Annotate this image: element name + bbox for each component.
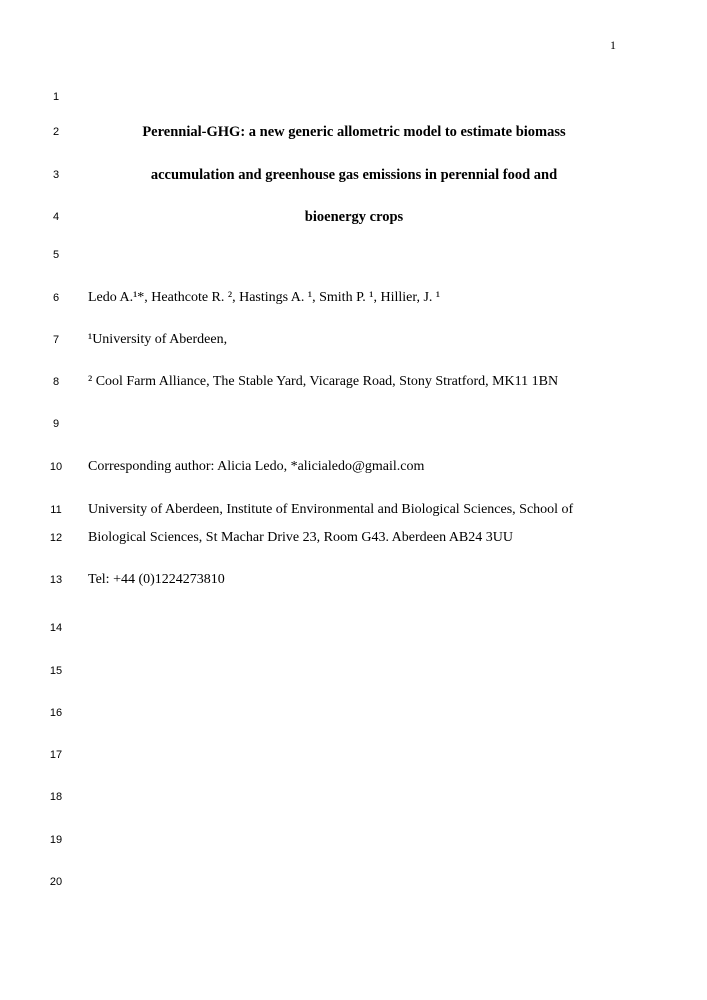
line-row — [0, 831, 707, 855]
line-row — [0, 166, 707, 190]
page-number: 1 — [610, 38, 616, 52]
manuscript-title-line-2: accumulation and greenhouse gas emissions in perennial food and — [150, 167, 558, 183]
line-number: 5 — [52, 249, 60, 261]
manuscript-title-line-1: Perennial-GHG: a new generic allometric model to estimate biomass — [142, 124, 566, 140]
line-number: 14 — [49, 622, 63, 634]
line-number: 19 — [49, 834, 63, 846]
line-number: 10 — [49, 461, 63, 473]
line-number: 7 — [52, 334, 60, 346]
address-line-2: Biological Sciences, St Machar Drive 23, Room G43. Aberdeen AB24 3UU — [88, 530, 513, 545]
line-number: 16 — [49, 707, 63, 719]
line-number: 12 — [49, 532, 63, 544]
authors-line: Ledo A.¹*, Heathcote R. ², Hastings A. ¹, Smith P. ¹, Hillier, J. ¹ — [88, 290, 441, 305]
line-row — [0, 704, 707, 728]
line-number: 13 — [49, 574, 63, 586]
line-number: 4 — [52, 211, 60, 223]
line-row — [0, 246, 707, 270]
line-number: 9 — [52, 418, 60, 430]
line-number: 8 — [52, 376, 60, 388]
affiliation-line-2: ² Cool Farm Alliance, The Stable Yard, Vicarage Road, Stony Stratford, MK11 1BN — [88, 374, 559, 389]
address-line-1: University of Aberdeen, Institute of Environmental and Biological Sciences, School of — [88, 502, 574, 517]
line-row — [0, 458, 707, 482]
line-number: 17 — [49, 749, 63, 761]
line-row — [0, 746, 707, 770]
line-row — [0, 88, 707, 112]
line-number: 11 — [50, 504, 62, 516]
line-row — [0, 529, 707, 553]
affiliation-line-1: ¹University of Aberdeen, — [88, 332, 228, 347]
line-number: 15 — [49, 665, 63, 677]
line-row — [0, 788, 707, 812]
line-row — [0, 662, 707, 686]
manuscript-title-line-3: bioenergy crops — [304, 209, 404, 225]
line-row — [0, 501, 707, 525]
line-row — [0, 331, 707, 355]
phone-line: Tel: +44 (0)1224273810 — [88, 572, 225, 587]
line-row — [0, 415, 707, 439]
line-row — [0, 123, 707, 147]
line-number: 1 — [52, 91, 60, 103]
line-row — [0, 208, 707, 232]
line-row — [0, 571, 707, 595]
line-number: 3 — [52, 169, 60, 181]
line-number: 18 — [49, 791, 63, 803]
line-number: 2 — [52, 126, 60, 138]
line-row — [0, 873, 707, 897]
line-row — [0, 619, 707, 643]
line-row — [0, 289, 707, 313]
corresponding-author-line: Corresponding author: Alicia Ledo, *alicialedo@gmail.com — [88, 459, 425, 474]
line-row — [0, 373, 707, 397]
line-number: 6 — [52, 292, 60, 304]
line-number: 20 — [49, 876, 63, 888]
